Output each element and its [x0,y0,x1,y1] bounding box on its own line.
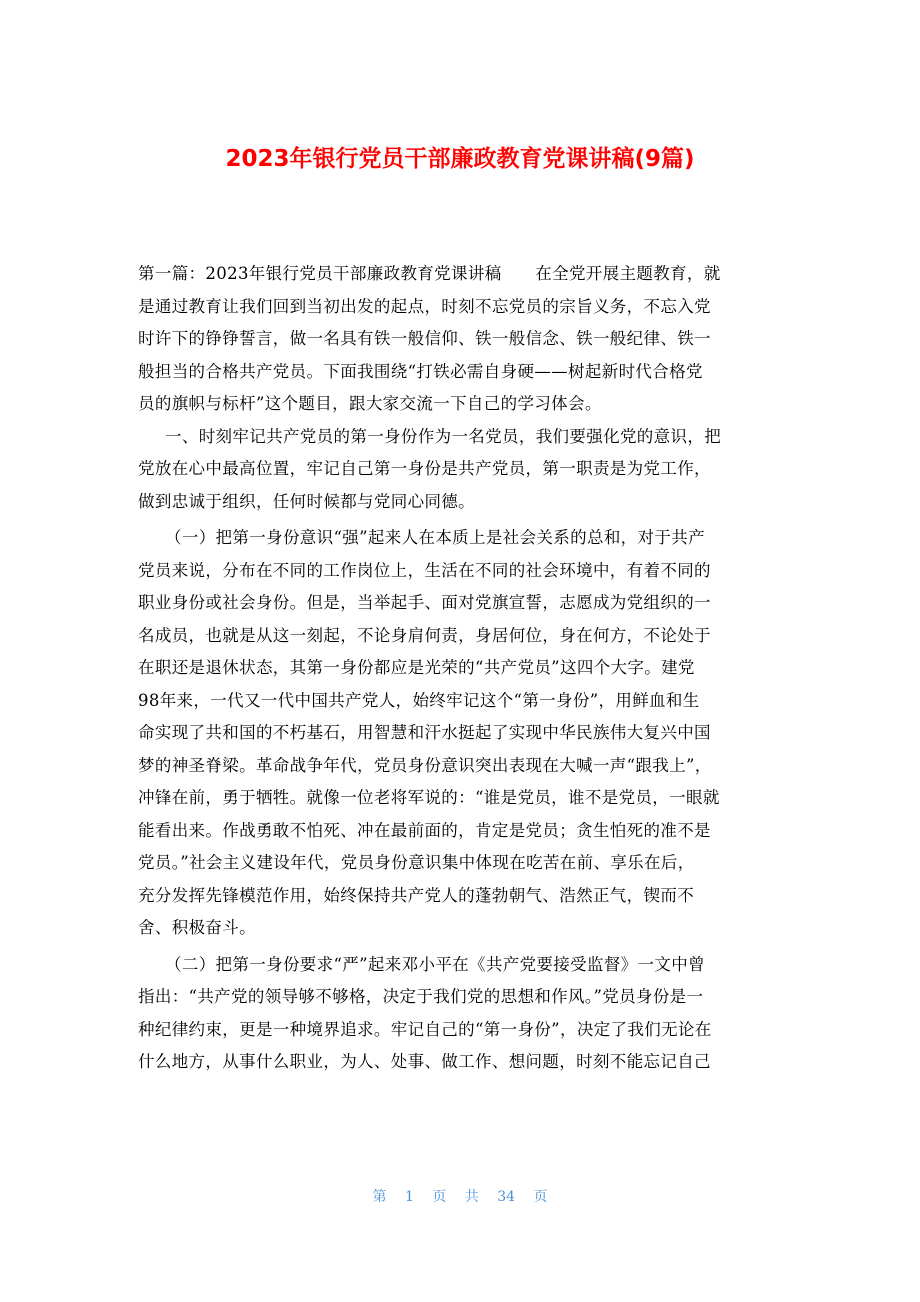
paragraph [138,949,788,1079]
current-page-number: 1 [404,1189,414,1205]
footer-prefix: 第 [372,1189,387,1205]
paragraph [138,522,788,945]
text-line: 舍、积极奋斗。 [138,918,256,937]
text-line: 命实现了共和国的不朽基石，用智慧和汗水挺起了实现中华民族伟大复兴中国 [138,723,711,742]
text-line: 一、时刻牢记共产党员的第一身份作为一名党员，我们要强化党的意识，把 [165,426,722,446]
text-line: 党员。”社会主义建设年代，党员身份意识集中体现在吃苦在前、享乐在后， [138,853,695,872]
text-line: （一）把第一身份意识“强”起来人在本质上是社会关系的总和，对于共产 [165,528,705,547]
text-line: 职业身份或社会身份。但是，当举起手、面对党旗宣誓，志愿成为党组织的一 [138,593,711,612]
text-line: 98年来，一代又一代中国共产党人，始终牢记这个“第一身份”，用鲜血和生 [138,690,700,710]
page-footer [0,1186,920,1206]
text-line: 在职还是退休状态，其第一身份都应是光荣的“共产党员”这四个大字。建党 [138,658,695,677]
text-line: 什么地方，从事什么职业，为人、处事、做工作、想问题，时刻不能忘记自己 [138,1052,711,1071]
text-line: 时许下的铮铮誓言，做一名具有铁一般信仰、铁一般信念、铁一般纪律、铁一 [138,329,711,348]
text-line: （二）把第一身份要求“严”起来邓小平在《共产党要接受监督》一文中曾 [165,954,705,974]
paragraph [138,421,788,519]
text-line: 梦的神圣脊梁。革命战争年代，党员身份意识突出表现在大喊一声“跟我上”， [138,755,712,775]
footer-suffix: 页 [533,1189,548,1205]
footer-total-prefix: 共 [464,1189,479,1205]
text-line: 党放在心中最高位置，牢记自己第一身份是共产党员，第一职责是为党工作， [138,459,711,478]
text-line: 第一篇：2023年银行党员干部廉政教育党课讲稿 在全党开展主题教育，就 [138,264,721,283]
text-line: 充分发挥先锋模范作用，始终保持共产党人的蓬勃朝气、浩然正气，锲而不 [138,885,695,905]
text-line: 能看出来。作战勇敢不怕死、冲在最前面的，肯定是党员；贪生怕死的准不是 [138,820,711,840]
text-line: 冲锋在前，勇于牺牲。就像一位老将军说的：“谁是党员，谁不是党员，一眼就 [138,788,720,807]
text-line: 党员来说，分布在不同的工作岗位上，生活在不同的社会环境中，有着不同的 [138,560,711,580]
text-line: 种纪律约束，更是一种境界追求。牢记自己的“第一身份”，决定了我们无论在 [138,1019,712,1039]
text-line: 员的旗帜与标杆”这个题目，跟大家交流一下自己的学习体会。 [138,394,602,413]
text-line: 是通过教育让我们回到当初出发的起点，时刻不忘党员的宗旨义务，不忘入党 [138,296,711,316]
paragraph [138,258,788,421]
text-line: 指出：“共产党的领导够不够格，决定于我们党的思想和作风。”党员身份是一 [138,987,704,1006]
text-line: 做到忠诚于组织，任何时候都与党同心同德。 [138,491,475,511]
text-line: 般担当的合格共产党员。下面我围绕“打铁必需自身硬——树起新时代合格党 [138,361,703,381]
text-line: 名成员，也就是从这一刻起，不论身肩何责，身居何位，身在何方，不论处于 [138,625,711,645]
document-body [138,258,788,1079]
total-pages-number: 34 [497,1189,516,1205]
footer-page-label: 页 [432,1189,447,1205]
document-title: 2023年银行党员干部廉政教育党课讲稿(9篇) [225,146,695,172]
